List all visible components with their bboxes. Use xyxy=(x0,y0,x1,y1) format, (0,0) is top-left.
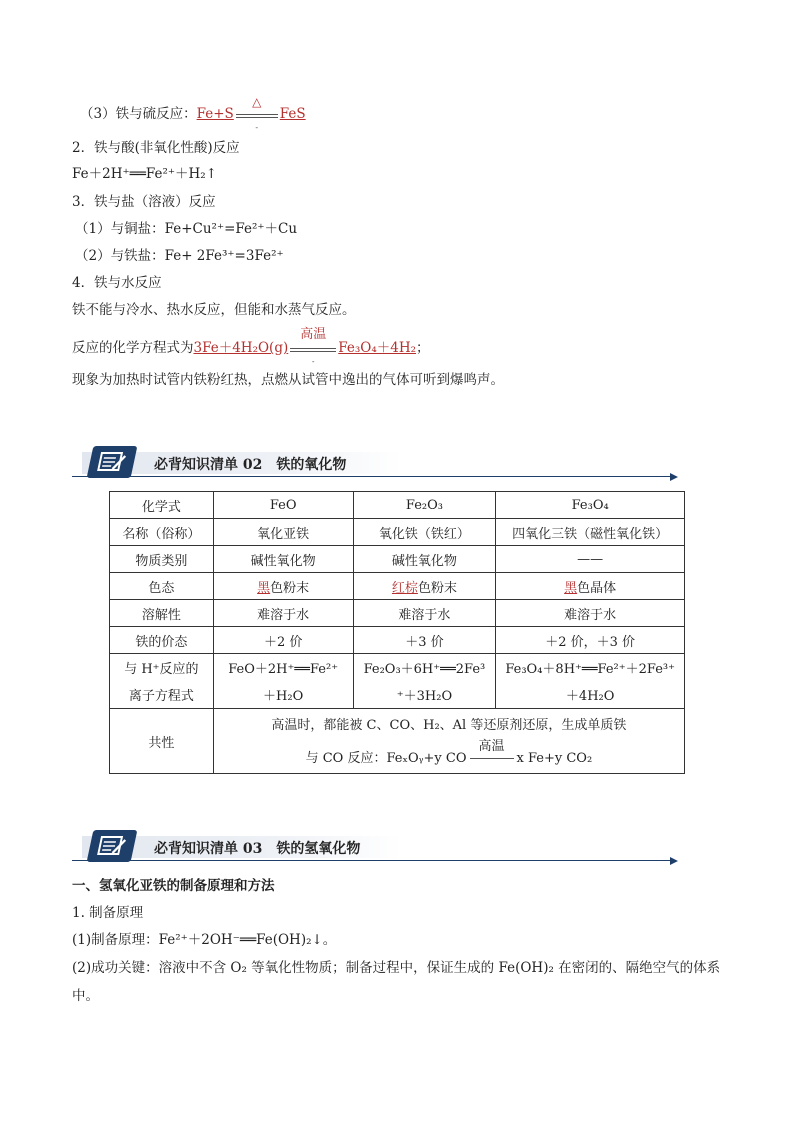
table-cell: 氧化铁（铁红） xyxy=(353,519,496,546)
hydroxide-key-line2: 中。 xyxy=(72,988,99,1004)
water-eq-products: Fe₃O₄＋4H₂ xyxy=(338,340,417,356)
fe-s-products: FeS xyxy=(279,106,306,122)
color-word: 黑 xyxy=(564,580,578,596)
section-header-02 xyxy=(72,446,680,480)
common-line1: 高温时，都能被 C、CO、H₂、Al 等还原剂还原，生成单质铁 xyxy=(271,717,627,733)
arrow-icon xyxy=(670,473,678,481)
high-temp-condition xyxy=(470,739,514,768)
table-row xyxy=(110,709,685,774)
table-cell: 难溶于水 xyxy=(496,600,685,627)
table-cell: 溶解性 xyxy=(110,600,214,627)
table-cell xyxy=(213,709,684,774)
table-cell: 物质类别 xyxy=(110,546,214,573)
table-cell xyxy=(496,654,685,709)
common-line2-prefix: 与 CO 反应：FeₓOᵧ+y CO xyxy=(305,750,467,766)
water-phenomenon: 现象为加热时试管内铁粉红热，点燃从试管中逸出的气体可听到爆鸣声。 xyxy=(72,372,504,388)
heat-symbol: △ xyxy=(252,94,262,109)
color-rest: 色晶体 xyxy=(577,580,617,596)
hydroxide-key-line1: (2)成功关键：溶液中不含 O₂ 等氧化性物质；制备过程中，保证生成的 Fe(OH)₂ 在密闭的、隔绝空气的体系 xyxy=(72,960,721,976)
high-temp-label: 高温 xyxy=(478,739,505,755)
water-eq-prefix: 反应的化学方程式为 xyxy=(72,340,194,356)
color-rest: 色粉末 xyxy=(270,580,310,596)
fe3o4-ionic-line2: ＋4H₂O xyxy=(565,689,615,704)
water-eq-suffix: ； xyxy=(416,340,430,356)
table-row xyxy=(110,546,685,573)
table-cell xyxy=(353,654,496,709)
table-cell xyxy=(110,654,214,709)
table-cell: 铁的价态 xyxy=(110,627,214,654)
table-cell: 难溶于水 xyxy=(213,600,353,627)
common-line2-suffix: x Fe+y CO₂ xyxy=(516,750,593,766)
table-row xyxy=(110,519,685,546)
heat-condition: △ - xyxy=(236,105,278,125)
table-cell: —— xyxy=(496,546,685,573)
table-header-cell: Fe₂O₃ xyxy=(353,492,496,519)
table-cell: 碱性氧化物 xyxy=(213,546,353,573)
table-row xyxy=(110,492,685,519)
table-header-cell: 化学式 xyxy=(110,492,214,519)
fe2o3-ionic-line2: ⁺＋3H₂O xyxy=(396,689,453,704)
hydroxide-sub1: 1. 制备原理 xyxy=(72,905,144,921)
ionic-label-line1: 与 H⁺反应的 xyxy=(124,662,199,677)
table-cell: ＋3 价 xyxy=(353,627,496,654)
common-line2 xyxy=(216,739,682,769)
table-cell: ＋2 价 xyxy=(213,627,353,654)
water-text: 铁不能与冷水、热水反应，但能和水蒸气反应。 xyxy=(72,302,356,318)
section-title-03: 必背知识清单 03 铁的氢氧化物 xyxy=(154,841,361,857)
fe-s-label: （3）铁与硫反应： xyxy=(80,106,197,122)
table-header-cell: Fe₃O₄ xyxy=(496,492,685,519)
section-title-02: 必背知识清单 02 铁的氧化物 xyxy=(154,457,347,473)
table-cell xyxy=(496,573,685,600)
table-cell: 名称（俗称） xyxy=(110,519,214,546)
table-cell: 四氧化三铁（磁性氧化铁） xyxy=(496,519,685,546)
table-cell: 难溶于水 xyxy=(353,600,496,627)
table-row xyxy=(110,573,685,600)
table-row xyxy=(110,654,685,709)
table-header-cell: FeO xyxy=(213,492,353,519)
water-equation xyxy=(72,326,430,366)
table-row xyxy=(110,627,685,654)
notebook-icon xyxy=(87,446,138,478)
table-cell xyxy=(213,573,353,600)
section-header-03 xyxy=(72,830,680,864)
salt-iron: （2）与铁盐：Fe+ 2Fe³⁺=3Fe²⁺ xyxy=(75,248,284,264)
table-cell xyxy=(353,573,496,600)
fe3o4-ionic-line1: Fe₃O₄＋8H⁺══Fe²⁺＋2Fe³⁺ xyxy=(505,662,675,677)
water-heading: 4．铁与水反应 xyxy=(72,275,162,291)
hydroxide-heading: 一、氢氧化亚铁的制备原理和方法 xyxy=(72,878,275,894)
acid-equation: Fe＋2H⁺══Fe²⁺＋H₂↑ xyxy=(72,166,218,182)
table-cell: 碱性氧化物 xyxy=(353,546,496,573)
notebook-icon xyxy=(87,830,138,862)
fe2o3-ionic-line1: Fe₂O₃＋6H⁺══2Fe³ xyxy=(363,662,486,677)
table-cell: 共性 xyxy=(110,709,214,774)
color-word: 黑 xyxy=(257,580,271,596)
table-cell xyxy=(213,654,353,709)
table-cell: 氧化亚铁 xyxy=(213,519,353,546)
high-temp-condition: 高温 - xyxy=(290,339,336,359)
hydroxide-principle: (1)制备原理：Fe²⁺＋2OH⁻══Fe(OH)₂↓。 xyxy=(72,932,337,948)
table-cell: ＋2 价，＋3 价 xyxy=(496,627,685,654)
fe-s-reaction xyxy=(80,94,306,132)
fe-s-reactants: Fe+S xyxy=(196,106,234,122)
feo-ionic-line2: ＋H₂O xyxy=(263,689,304,704)
acid-heading: 2．铁与酸(非氧化性酸)反应 xyxy=(72,140,240,156)
table-row xyxy=(110,600,685,627)
high-temp-label: 高温 xyxy=(300,326,327,342)
ionic-label-line2: 离子方程式 xyxy=(128,689,194,704)
color-rest: 色粉末 xyxy=(417,580,457,596)
feo-ionic-line1: FeO＋2H⁺══Fe²⁺ xyxy=(228,662,339,677)
table-cell: 色态 xyxy=(110,573,214,600)
salt-copper: （1）与铜盐：Fe+Cu²⁺=Fe²⁺＋Cu xyxy=(75,221,298,237)
salt-heading: 3．铁与盐（溶液）反应 xyxy=(72,194,216,210)
water-eq-reactants: 3Fe＋4H₂O(g) xyxy=(193,340,289,356)
color-word: 红棕 xyxy=(391,580,418,596)
iron-oxide-table xyxy=(109,491,685,774)
arrow-icon xyxy=(670,857,678,865)
